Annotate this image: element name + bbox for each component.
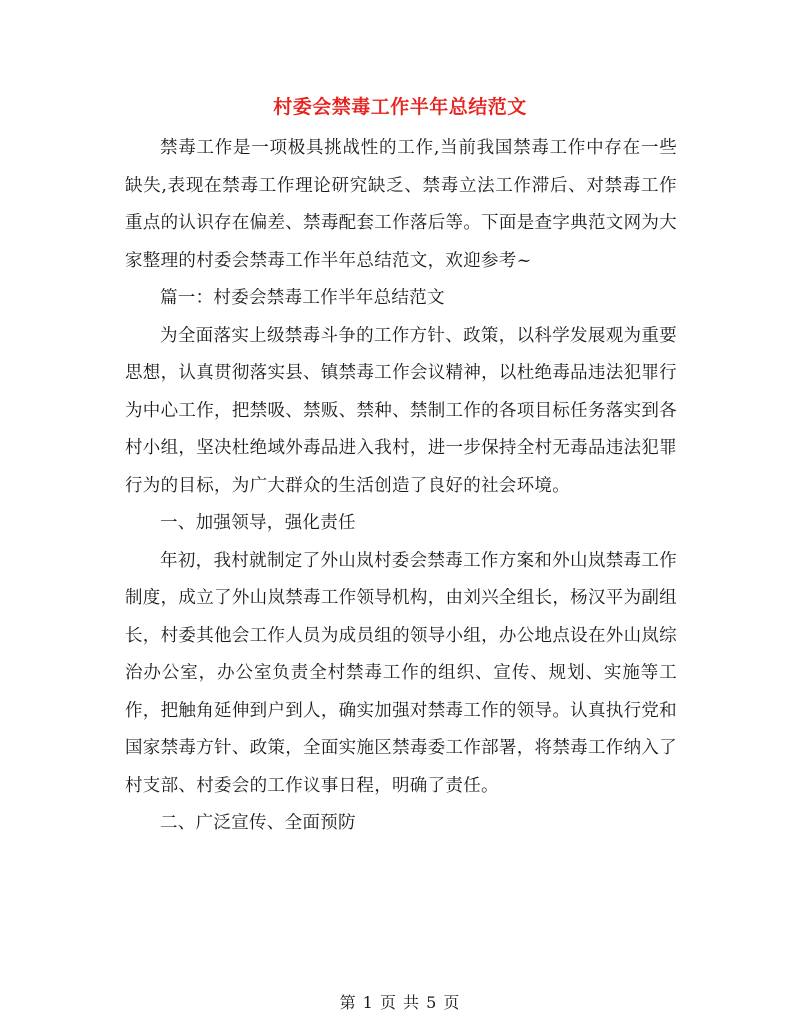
body-paragraph: 为全面落实上级禁毒斗争的工作方针、政策，以科学发展观为重要思想，认真贯彻落实县、镇禁毒工作会议精神，以杜绝毒品违法犯罪行为中心工作，把禁吸、禁贩、禁种、禁制工作的各项目标任务落实到各村小组，坚决杜绝域外毒品进入我村，进一步保持全村无毒品违法犯罪行为的目标，为广大群众的生活创造了良好的社会环境。 [125,325,677,496]
page-number-footer: 第 1 页 共 5 页 [339,993,461,1012]
section-heading-leadership: 一、加强领导，强化责任 [160,513,356,533]
intro-paragraph: 禁毒工作是一项极具挑战性的工作,当前我国禁毒工作中存在一些缺失,表现在禁毒工作理论研究缺乏、禁毒立法工作滞后、对禁毒工作重点的认识存在偏差、禁毒配套工作落后等。下面是查字典范文网为大家整理的村委会禁毒工作半年总结范文，欢迎参考~ [125,138,677,271]
section-heading-publicity: 二、广泛宣传、全面预防 [160,813,356,833]
document-body [125,130,677,843]
body-paragraph: 年初，我村就制定了外山岚村委会禁毒工作方案和外山岚禁毒工作制度，成立了外山岚禁毒工作领导机构，由刘兴全组长，杨汉平为副组长，村委其他会工作人员为成员组的领导小组，办公地点设在外山岚综治办公室，办公室负责全村禁毒工作的组织、宣传、规划、实施等工作，把触角延伸到户到人，确实加强对禁毒工作的领导。认真执行党和国家禁毒方针、政策，全面实施区禁毒委工作部署，将禁毒工作纳入了村支部、村委会的工作议事日程，明确了责任。 [125,550,677,796]
document-title: 村委会禁毒工作半年总结范文 [273,96,527,118]
section-heading-part-one: 篇一：村委会禁毒工作半年总结范文 [160,288,445,308]
